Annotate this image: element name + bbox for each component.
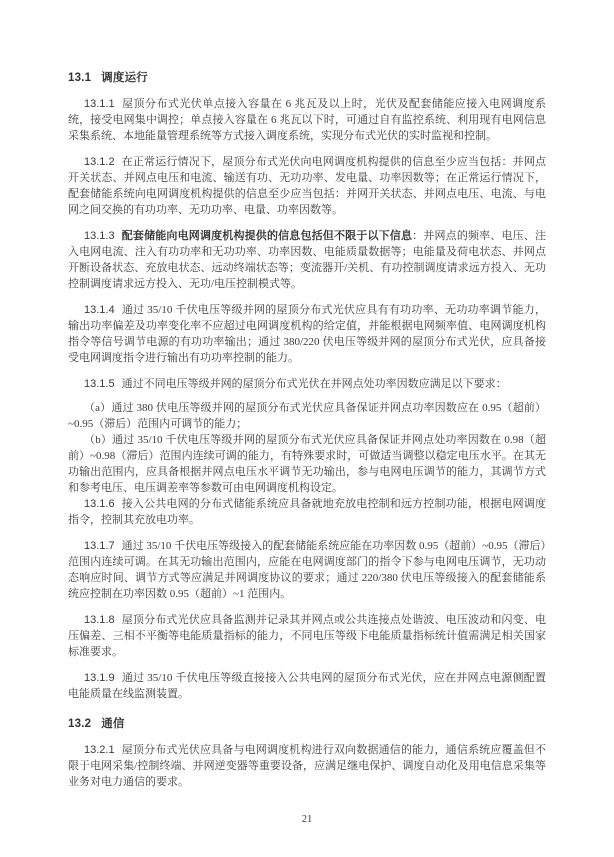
clause-number: 13.1.4 [84, 304, 115, 316]
section-blocks [68, 742, 546, 790]
clause-number: 13.2.1 [84, 744, 115, 756]
clause-number: 13.1.5 [84, 378, 115, 390]
clause-number: 13.1.1 [84, 98, 115, 110]
section-heading [68, 70, 546, 86]
clause-text: 屋顶分布式光伏单点接入容量在 6 兆瓦及以上时，光伏及配套储能应接入电网调度系统，接受电网集中调控；单点接入容量在 6 兆瓦以下时，可通过自有监控系统、利用现有电网信息采集系统、本地能量管理系统等方式接入调度系统，实现分布式光伏的实时监视和控制。 [68, 98, 546, 142]
clause-number: 13.1.8 [84, 614, 115, 626]
clause-paragraph [68, 376, 546, 392]
clause-number: 13.1.2 [84, 156, 115, 168]
clause-paragraph [68, 496, 546, 528]
section-blocks [68, 96, 546, 702]
clause-text: 接入公共电网的分布式储能系统应具备就地充放电控制和远方控制功能，根据电网调度指令，控制其充放电功率。 [68, 498, 546, 526]
document-section [68, 716, 546, 790]
clause-paragraph [68, 228, 546, 292]
section-heading [68, 716, 546, 732]
document-section [68, 70, 546, 702]
clause-paragraph [68, 742, 546, 790]
clause-text: 通过 35/10 千伏电压等级接入的配套储能系统应能在功率因数 0.95（超前）~0.95（滞后）范围内连续可调。在其无功输出范围内，应能在电网调度部门的指令下参与电网电压调节，无功动态响应时间、调节方式等应满足并网调度协议的要求；通过 220/380 伏电压等级接入的配套储能系统应控制在功率因数 0.95（超前）~1 范围内。 [68, 540, 546, 600]
clause-paragraph [68, 154, 546, 218]
clause-paragraph [68, 670, 546, 702]
clause-paragraph [68, 538, 546, 602]
clause-number: 13.1.7 [84, 540, 115, 552]
section-number: 13.2 [68, 718, 92, 730]
section-number: 13.1 [68, 72, 92, 84]
page-content [68, 70, 546, 790]
clause-text: 屋顶分布式光伏应具备监测并记录其并网点或公共连接点处谐波、电压波动和闪变、电压偏差、三相不平衡等电能质量指标的能力，不同电压等级下电能质量指标统计值需满足相关国家标准要求。 [68, 614, 546, 658]
clause-text: 通过 35/10 千伏电压等级直接接入公共电网的屋顶分布式光伏，应在并网点电源侧配置电能质量在线监测装置。 [68, 672, 546, 700]
clause-bold-lead: 配套储能向电网调度机构提供的信息包括但不限于以下信息 [121, 230, 413, 242]
clause-text: ：并网点的频率、电压、注入电网电流、注入有功功率和无功功率、功率因数、电能质量数据等；电能量及荷电状态、并网点开断设备状态、充放电状态、远动终端状态等；变流器开/关机、有功控制调度请求远方投入、无功控制调度请求远方投入、无功/电压控制模式等。 [68, 230, 547, 290]
clause-paragraph [68, 432, 546, 496]
clause-text: 通过不同电压等级并网的屋顶分布式光伏在并网点处功率因数应满足以下要求： [121, 378, 507, 390]
clause-paragraph [68, 302, 546, 366]
clause-text: （a）通过 380 伏电压等级并网的屋顶分布式光伏应具备保证并网点功率因数应在 0.95（超前）~0.95（滞后）范围内可调节的能力； [68, 402, 546, 430]
section-title: 通信 [101, 718, 125, 730]
clause-text: 在正常运行情况下，屋顶分布式光伏向电网调度机构提供的信息至少应当包括：并网点开关状态、并网点电压和电流、输送有功、无功功率、发电量、功率因数等；在正常运行情况下，配套储能系统向电网调度机构提供的信息至少应当包括：并网开关状态、并网点电压、电流、与电网之间交换的有功功率、无功功率、电量、功率因数等。 [68, 156, 546, 216]
clause-text: （b）通过 35/10 千伏电压等级并网的屋顶分布式光伏应具备保证并网点处功率因数在 0.98（超前）~0.98（滞后）范围内连续可调的能力，有特殊要求时，可做适当调整以稳定电压水平。在其无功输出范围内，应具备根据并网点电压水平调节无功输出，参与电网电压调节的能力，其调节方式和参考电压、电压调差率等参数可由电网调度机构设定。 [68, 434, 546, 494]
clause-paragraph [68, 612, 546, 660]
clause-text: 屋顶分布式光伏应具备与电网调度机构进行双向数据通信的能力，通信系统应覆盖但不限于电网采集/控制终端、并网逆变器等重要设备，应满足继电保护、调度自动化及用电信息采集等业务对电力通信的要求。 [68, 744, 546, 788]
clause-number: 13.1.3 [84, 230, 115, 242]
section-title: 调度运行 [101, 72, 148, 84]
clause-paragraph [68, 400, 546, 432]
clause-paragraph [68, 96, 546, 144]
clause-text: 通过 35/10 千伏电压等级并网的屋顶分布式光伏应具有有功功率、无功功率调节能力，输出功率偏差及功率变化率不应超过电网调度机构的给定值，并能根据电网频率值、电网调度机构指令等信号调节电源的有功功率输出；通过 380/220 伏电压等级并网的屋顶分布式光伏，应具备接受电网调度指令进行输出有功功率控制的能力。 [68, 304, 546, 364]
clause-number: 13.1.6 [84, 498, 115, 510]
page-number: 21 [301, 814, 313, 825]
clause-number: 13.1.9 [84, 672, 115, 684]
